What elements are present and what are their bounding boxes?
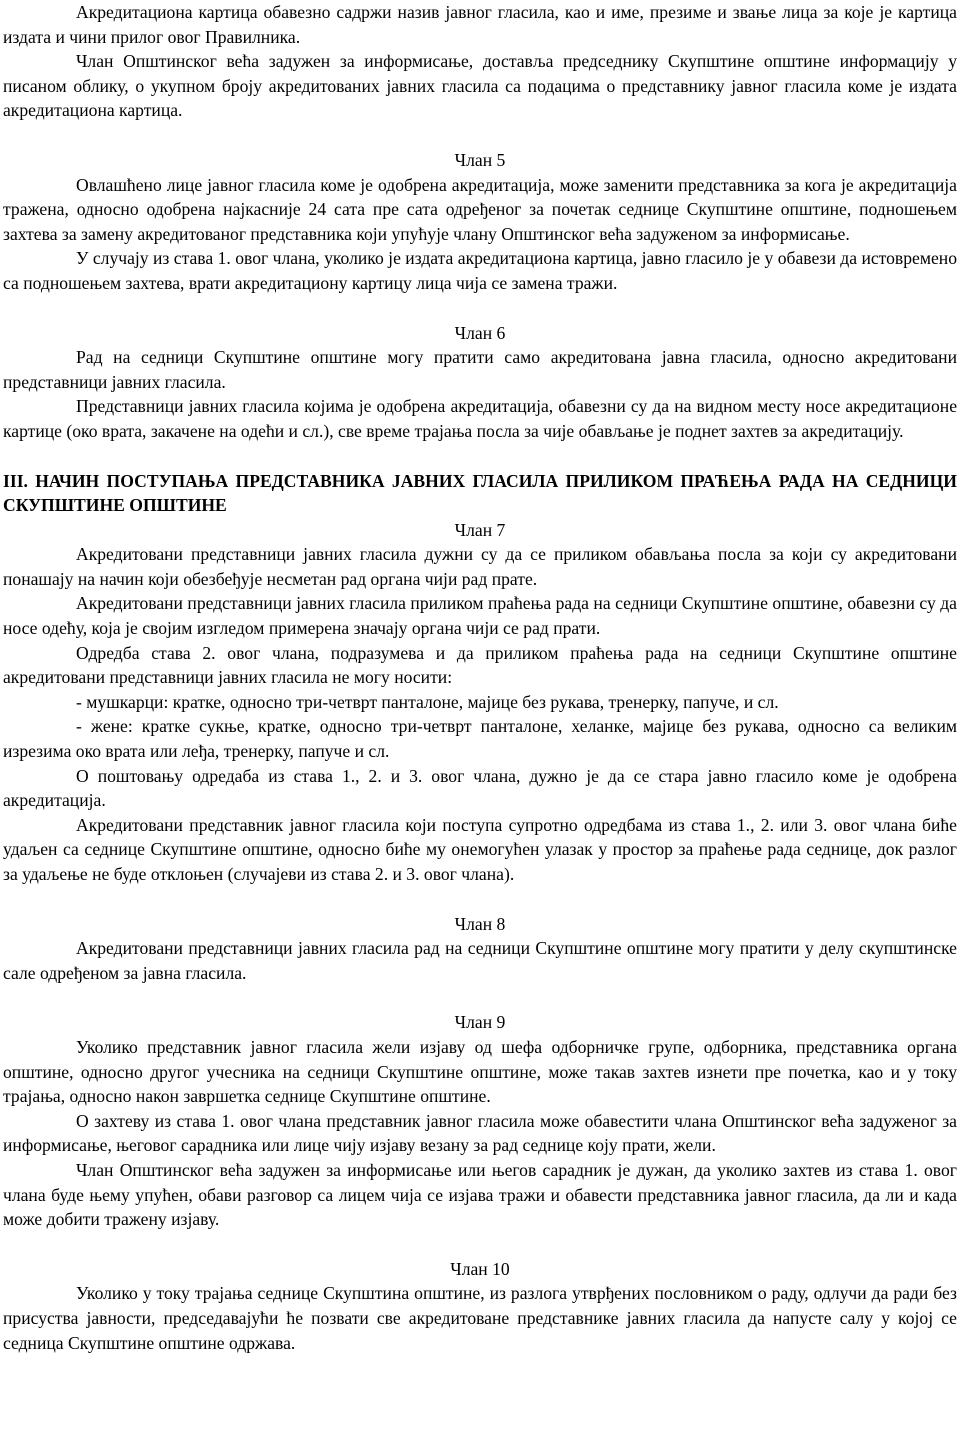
article-9-paragraph-1: Уколико представник јавног гласила жели изјаву од шефа одборничке групе, одборника, представника органа општине, односно другог учесника на седници Скупштине општине, може такав захтев изнети пре почетка, као и у току трајања, односно након завршетка седнице Скупштине општине. <box>3 1036 957 1107</box>
article-8-paragraph-1: Акредитовани представници јавних гласила рад на седници Скупштине општине могу пратити у делу скупштинске сале одређеном за јавна гласила. <box>3 938 957 983</box>
article-6-paragraph-2: Представници јавних гласила којима је одобрена акредитација, обавезни су да на видном месту носе акредитационе картице (око врата, закачене на одећи и сл.), све време трајања посла за чије обављање је поднет захтев за акредитацију. <box>3 396 957 441</box>
intro-paragraph-2: Члан Општинског већа задужен за информисање, доставља председнику Скупштине општине информацију у писаном облику, о укупном броју акредитованих јавних гласила са подацима о представнику јавног гласила коме је издата акредитациона картица. <box>3 51 957 121</box>
article-6-heading: Члан 6 <box>454 322 506 343</box>
spacer <box>3 123 957 148</box>
spacer <box>3 1232 957 1257</box>
article-7-list-item-1: - мушкарци: кратке, односно три-четврт панталоне, мајице без рукава, тренерку, папуче, и сл. <box>76 691 779 712</box>
article-7-paragraph-5: Акредитовани представник јавног гласила који поступа супротно одредбама из става 1., 2. или 3. овог члана биће удаљен са седнице Скупштине општине, односно биће му онемогућен улазак у простор за праћење рада седнице, док разлог за удаљење не буде отклоњен (случајеви из става 2. и 3. овог члана). <box>3 814 957 884</box>
article-10-heading: Члан 10 <box>450 1258 510 1279</box>
spacer <box>3 444 957 469</box>
article-5-paragraph-2: У случају из става 1. овог члана, уколико је издата акредитациона картица, јавно гласило је у обавези да истовремено са подношењем захтева, врати акредитациону картицу лица чија се замена тражи. <box>3 248 957 293</box>
spacer <box>3 887 957 912</box>
article-7-paragraph-3: Одредба става 2. овог члана, подразумева и да приликом праћења рада на седници Скупштине општине акредитовани представници јавних гласила не могу носити: <box>3 642 957 688</box>
article-9-heading: Члан 9 <box>454 1012 506 1033</box>
article-5-heading: Члан 5 <box>454 149 506 170</box>
article-9-paragraph-3: Члан Општинског већа задужен за информисање или његов сарадник је дужан, да уколико захтев из става 1. овог члана буде њему упућен, обави разговор са лицем чија се изјава тражи и обавести представника јавног гласила, да ли и када може добити тражену изјаву. <box>3 1159 957 1230</box>
article-7-paragraph-2: Акредитовани представници јавних гласила приликом праћења рада на седници Скупштине општине, обавезни су да носе одећу, која је својим изгледом примерена значају органа чији се рад прати. <box>3 593 957 639</box>
spacer <box>3 296 957 321</box>
article-7-paragraph-4: О поштовању одредаба из става 1., 2. и 3. овог члана, дужно је да се стара јавно гласило коме је одобрена акредитација. <box>3 765 957 811</box>
article-8-heading: Члан 8 <box>454 913 506 934</box>
article-9-paragraph-2: О захтеву из става 1. овог члана представник јавног гласила може обавестити члана Општинског већа задуженог за информисање, његовог сарадника или лице чију изјаву везану за рад седнице коју прати, жели. <box>3 1110 957 1156</box>
spacer <box>3 985 957 1010</box>
article-5-paragraph-1: Овлашћено лице јавног гласила коме је одобрена акредитација, може заменити представника за кога је акредитација тражена, односно одобрена најкасније 24 сата пре сата одређеног за почетак седнице Скупштине општине, подношењем захтева за замену акредитованог представника који упућује члану Општинског већа задуженом за информисање. <box>3 174 957 244</box>
article-7-list-item-2: - жене: кратке сукње, кратке, односно три-четврт панталоне, хеланке, мајице без рукава, односно са великим изрезима око врата или леђа, тренерку, папуче и сл. <box>3 716 957 762</box>
document-page <box>3 0 957 1355</box>
section-3-title: III. НАЧИН ПОСТУПАЊА ПРЕДСТАВНИКА ЈАВНИХ ГЛАСИЛА ПРИЛИКОМ ПРАЋЕЊА РАДА НА СЕДНИЦИ СКУПШТИНЕ ОПШТИНЕ <box>3 470 957 516</box>
intro-paragraph-1: Акредитациона картица обавезно садржи назив јавног гласила, као и име, презиме и звање лица за које је картица издата и чини прилог овог Правилника. <box>3 2 957 47</box>
article-10-paragraph-1: Уколико у току трајања седнице Скупштина општине, из разлога утврђених пословником о раду, одлучи да ради без присуства јавности, председавајући ће позвати све акредитоване представнике јавних гласила да напусте салу у којој се седница Скупштине општине одржава. <box>3 1283 957 1353</box>
article-7-heading: Члан 7 <box>454 519 506 540</box>
article-7-paragraph-1: Акредитовани представници јавних гласила дужни су да се приликом обављања посла за који су акредитовани понашају на начин који обезбеђује несметан рад органа чији рад прате. <box>3 544 957 589</box>
article-6-paragraph-1: Рад на седници Скупштине општине могу пратити само акредитована јавна гласила, односно акредитовани представници јавних гласила. <box>3 347 957 392</box>
